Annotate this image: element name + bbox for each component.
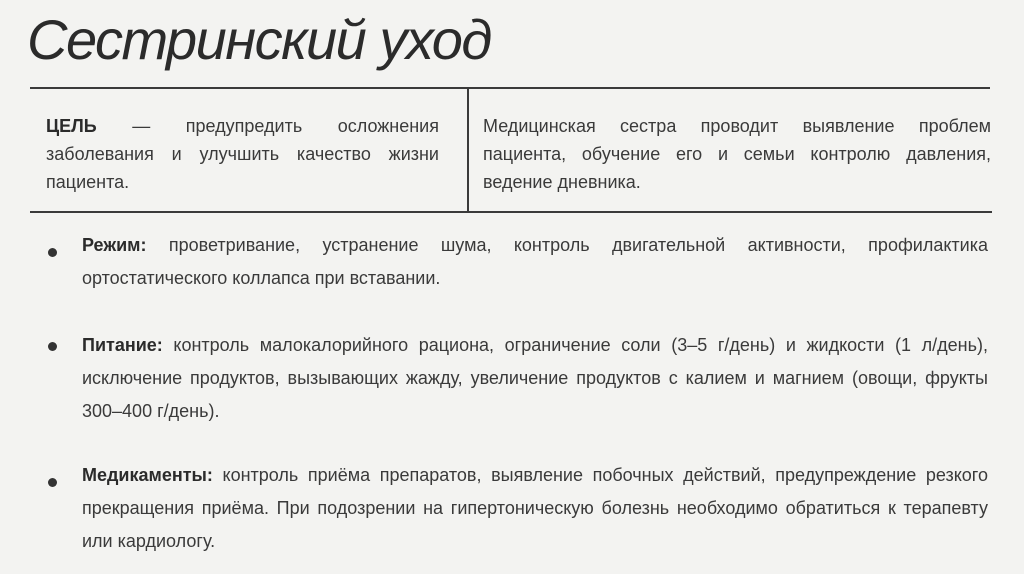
bottom-divider	[30, 211, 992, 213]
list-item-label: Медикаменты:	[82, 465, 213, 485]
list-item-text: контроль малокалорийного рациона, ограничение соли (3–5 г/день) и жидкости (1 л/день), исключение продуктов, вызывающих жажду, увеличение продуктов с калием и магнием (овощи, фрукты 300–400 г/день).	[82, 335, 988, 421]
slide-title: Сестринский уход	[27, 8, 491, 71]
list-item-nutrition	[82, 329, 988, 428]
bullet-dot	[48, 248, 57, 257]
list-item-label: Режим:	[82, 235, 147, 255]
goal-text: — предупредить осложнения заболевания и улучшить качество жизни пациента.	[46, 116, 439, 192]
list-item-regime	[82, 229, 988, 295]
goal-block	[46, 112, 439, 196]
column-divider	[467, 87, 469, 213]
goal-label: ЦЕЛЬ	[46, 116, 97, 136]
top-divider	[30, 87, 990, 89]
list-item-label: Питание:	[82, 335, 163, 355]
bullet-dot	[48, 478, 57, 487]
list-item-text: проветривание, устранение шума, контроль двигательной активности, профилактика ортостатического коллапса при вставании.	[82, 235, 988, 288]
list-item-text: контроль приёма препаратов, выявление побочных действий, предупреждение резкого прекращения приёма. При подозрении на гипертоническую болезнь необходимо обратиться к терапевту или кардиологу.	[82, 465, 988, 551]
nurse-role-block: Медицинская сестра проводит выявление проблем пациента, обучение его и семьи контролю давления, ведение дневника.	[483, 116, 991, 192]
list-item-medication	[82, 459, 988, 558]
bullet-dot	[48, 342, 57, 351]
